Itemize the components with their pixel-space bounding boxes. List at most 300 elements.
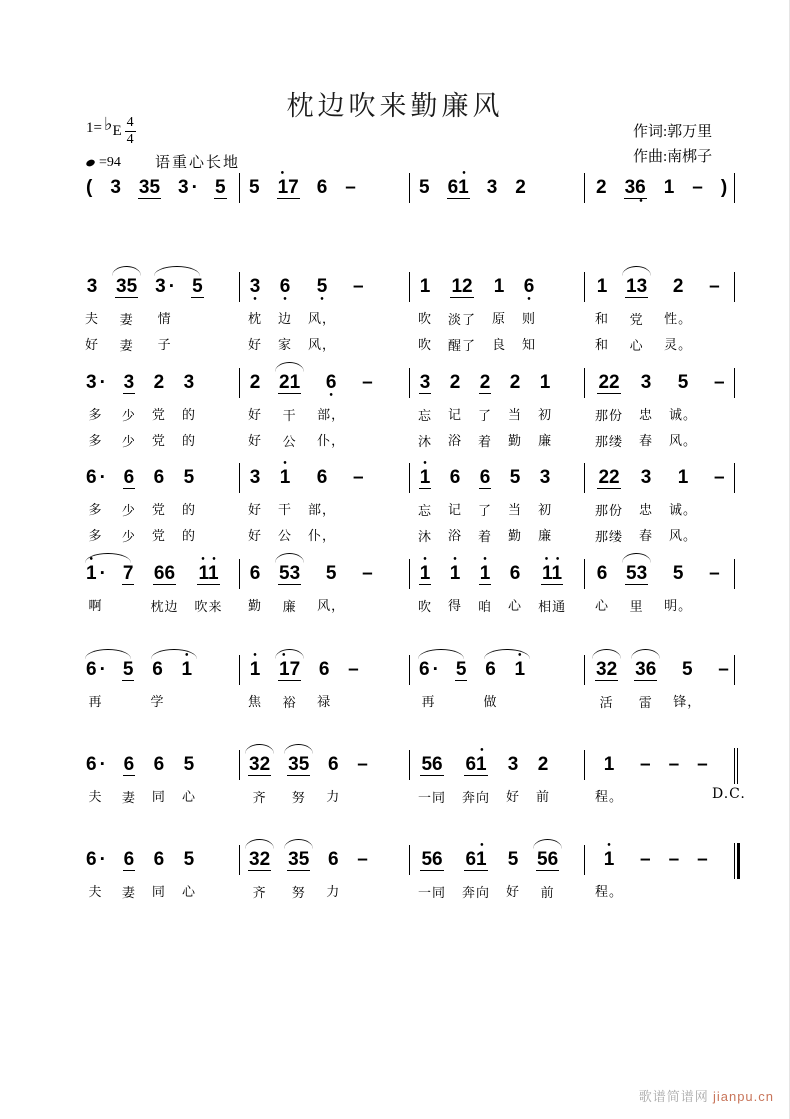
octave-dots-above: •	[185, 650, 189, 661]
octave-dots-below	[197, 585, 219, 592]
octave-dots-above: •	[283, 458, 287, 469]
note-number: 35	[116, 276, 138, 297]
note-token	[418, 748, 446, 809]
note-core	[541, 554, 563, 592]
note-number: (	[86, 177, 93, 198]
lyric-syllable: 原	[492, 310, 507, 326]
note-core	[287, 843, 310, 878]
note-number: –	[714, 372, 725, 393]
note-core	[122, 653, 135, 688]
note-token	[663, 171, 676, 205]
note-number: 6	[86, 754, 97, 775]
slur-arc	[275, 362, 304, 372]
note-number: –	[640, 849, 651, 870]
note-number: 61	[447, 177, 469, 198]
octave-dots-below	[596, 584, 609, 591]
note-core	[316, 461, 329, 495]
lyric-syllable: 明。	[664, 597, 693, 613]
octave-dots-below	[595, 198, 608, 205]
note-token	[182, 366, 196, 452]
note-number: 56	[421, 849, 443, 870]
note-token	[214, 171, 227, 206]
measure	[585, 270, 734, 357]
lyric-syllable: 的	[181, 501, 196, 517]
note-core	[597, 461, 620, 496]
watermark-link[interactable]: jianpu.cn	[712, 1089, 774, 1104]
note-token	[634, 653, 657, 714]
octave-dots-below	[191, 298, 204, 305]
note-token	[595, 366, 623, 453]
lyric-syllable: 党	[151, 406, 166, 422]
octave-dots-above: •	[483, 554, 487, 565]
octave-dots-below	[86, 297, 99, 304]
note-core	[325, 557, 338, 591]
octave-dots-below	[122, 681, 135, 688]
measure	[410, 366, 584, 453]
note-token	[287, 843, 310, 904]
note-core	[449, 461, 462, 495]
note-number: 3	[86, 276, 98, 297]
lyric-syllable: 了	[478, 407, 493, 423]
note-core	[449, 366, 462, 400]
note-core	[418, 653, 439, 687]
octave-dots-below	[509, 393, 522, 400]
octave-dots-below	[316, 198, 329, 205]
octave-dots-above: •	[253, 650, 257, 661]
note-number: 2	[537, 754, 549, 775]
octave-dots-below	[450, 298, 473, 305]
note-core	[181, 650, 194, 687]
note-core	[278, 557, 301, 592]
note-number: 5	[183, 467, 195, 488]
note-core	[85, 461, 106, 495]
note-core	[123, 461, 136, 496]
note-core	[595, 653, 618, 688]
octave-dots-below	[344, 198, 357, 205]
slur-arc	[622, 553, 651, 563]
slur-arc	[284, 839, 313, 849]
octave-dots-above: •	[453, 554, 457, 565]
octave-dots-below	[420, 776, 443, 783]
note-core	[596, 557, 609, 591]
note-token	[478, 366, 492, 453]
note-core	[418, 171, 431, 205]
note-core	[122, 557, 135, 592]
octave-dots-above: •	[89, 554, 94, 565]
octave-dots-below	[327, 775, 340, 782]
note-token	[191, 270, 204, 357]
slur-arc	[112, 266, 141, 276]
note-token	[316, 171, 329, 205]
octave-dots-below	[153, 488, 166, 495]
note-token	[508, 557, 522, 617]
note-number: 6	[316, 177, 328, 198]
note-token	[361, 557, 374, 617]
note-token	[248, 650, 263, 713]
note-token	[85, 653, 106, 713]
note-number: –	[640, 754, 651, 775]
lyric-syllable: 那份	[595, 502, 624, 518]
note-token	[639, 461, 653, 547]
note-number: 36	[635, 659, 657, 680]
measure	[85, 843, 239, 904]
lyric-syllable: 忘	[418, 407, 433, 423]
note-number: 5	[325, 563, 337, 584]
octave-dots-below	[634, 681, 657, 688]
note-number: –	[714, 467, 725, 488]
note-number: 56	[421, 754, 443, 775]
note-core	[677, 461, 690, 495]
note-core	[447, 168, 470, 206]
note-token	[278, 650, 301, 714]
lyric-syllable: 风，	[317, 597, 346, 613]
slur-arc	[245, 839, 274, 849]
lyric-syllable: 诚。	[669, 501, 698, 517]
lyric-syllable: 党	[151, 501, 166, 517]
lyric-syllable: 吹	[418, 336, 433, 352]
lyric-syllable: 奔向	[462, 789, 491, 805]
note-number: 6	[509, 563, 521, 584]
note-number: 1	[539, 372, 551, 393]
note-core	[153, 843, 166, 877]
measure	[85, 270, 239, 357]
note-number: 1	[249, 659, 261, 680]
note-number: 53	[279, 563, 301, 584]
octave-dots-below	[640, 488, 653, 495]
slur-arc	[245, 744, 274, 754]
octave-dots-below	[183, 775, 196, 782]
lyric-syllable: 心	[181, 788, 196, 804]
note-token	[352, 270, 365, 356]
octave-dots-below: •	[639, 196, 643, 207]
note-core	[639, 843, 652, 877]
octave-dots-below	[123, 394, 136, 401]
note-token	[668, 748, 681, 808]
note-number: 66	[153, 563, 176, 584]
note-number: 5	[682, 659, 693, 680]
key-prefix: 1=	[86, 120, 102, 136]
measure	[85, 650, 239, 714]
note-token	[278, 557, 301, 618]
lyric-syllable: 力	[326, 788, 341, 804]
note-core	[249, 461, 262, 495]
octave-dots-below	[249, 488, 262, 495]
lyric-syllable: 里	[629, 598, 644, 614]
note-number: 6	[325, 372, 337, 393]
lyric-syllable: 相通	[538, 598, 567, 614]
note-core	[197, 554, 219, 592]
octave-dots-below	[151, 680, 164, 687]
note-token	[708, 270, 721, 356]
note-token	[418, 554, 433, 618]
lyric-syllable: 子	[157, 336, 172, 352]
octave-dots-below	[514, 198, 527, 205]
note-core	[455, 653, 468, 688]
octave-dots-above: • •	[201, 554, 216, 565]
note-token	[418, 843, 446, 904]
measure	[410, 840, 584, 904]
note-core	[420, 843, 443, 878]
octave-dots-below	[672, 584, 685, 591]
octave-dots-below	[153, 585, 176, 592]
key-letter: E	[112, 123, 122, 139]
octave-dots-below	[507, 775, 520, 782]
lyric-syllable: 灵。	[664, 336, 693, 352]
octave-dots-below	[596, 297, 609, 304]
lyric-syllable: 同	[151, 883, 166, 899]
octave-dots-below	[123, 871, 136, 878]
note-token	[506, 748, 520, 808]
lyric-syllable: 边	[278, 310, 293, 326]
note-number: 1	[603, 849, 615, 870]
note-token	[418, 653, 439, 713]
note-token	[356, 748, 369, 808]
note-number: 6	[279, 276, 291, 297]
note-core	[85, 653, 106, 687]
note-number: 1	[181, 659, 193, 680]
octave-dots-below	[248, 776, 271, 783]
note-number: 6	[123, 467, 135, 488]
octave-dots-below	[668, 775, 681, 782]
octave-dots-below	[681, 680, 694, 687]
octave-dots-below	[214, 199, 227, 206]
note-token	[248, 557, 262, 617]
note-number: 61	[465, 754, 487, 775]
lyric-syllable: 程。	[595, 883, 624, 899]
octave-dots-below	[138, 199, 161, 206]
note-token	[418, 366, 432, 453]
note-token	[85, 366, 106, 452]
note-core	[523, 270, 536, 304]
note-number: 1	[449, 563, 461, 584]
note-number: 3	[155, 276, 166, 297]
note-token	[536, 843, 559, 904]
note-number: 11	[198, 563, 219, 584]
system-row	[85, 270, 735, 357]
note-token	[418, 270, 432, 356]
octave-dots-below	[493, 297, 506, 304]
lyric-syllable: 夫	[85, 310, 100, 326]
measure	[410, 650, 584, 714]
slur-arc	[533, 839, 562, 849]
note-core	[624, 171, 647, 206]
measure	[410, 168, 584, 206]
note-number: –	[668, 849, 680, 870]
note-token	[177, 171, 198, 205]
note-core	[183, 748, 196, 782]
note-token	[326, 748, 340, 808]
note-core	[464, 745, 487, 783]
augmentation-dot: ·	[168, 276, 176, 297]
note-core	[596, 270, 609, 304]
note-token	[109, 171, 122, 205]
octave-dots-below	[597, 489, 620, 496]
lyric-syllable: 奔向	[462, 884, 491, 900]
note-token	[639, 843, 652, 903]
note-core	[153, 557, 176, 592]
slur-arc	[284, 744, 313, 754]
octave-dots-below	[509, 488, 522, 495]
lyric-syllable: 好	[506, 788, 521, 804]
note-number: 32	[249, 849, 271, 870]
note-token	[595, 461, 623, 548]
note-number: 11	[542, 563, 563, 584]
octave-dots-below	[278, 394, 301, 401]
note-core	[668, 748, 681, 782]
note-number: 21	[279, 372, 301, 393]
octave-dots-above: •	[480, 840, 484, 851]
lyric-syllable: 沐	[418, 528, 433, 544]
note-number: 2	[509, 372, 521, 393]
lyric-syllable: 力	[326, 883, 341, 899]
octave-dots-below	[449, 488, 462, 495]
measure	[85, 554, 239, 618]
lyric-syllable: 锋，	[673, 693, 702, 709]
octave-dots-below	[115, 298, 138, 305]
note-core	[249, 557, 262, 591]
note-token	[122, 748, 136, 809]
measure	[240, 458, 409, 547]
slur-arc	[275, 649, 304, 659]
note-core	[123, 366, 136, 401]
note-number: 3	[123, 372, 135, 393]
note-number: –	[709, 276, 720, 297]
lyric-syllable: 浴	[448, 432, 463, 448]
note-token	[462, 840, 491, 904]
octave-dots-below	[183, 488, 196, 495]
note-token	[150, 653, 164, 713]
note-core	[419, 270, 432, 304]
lyric-syllable: 情	[157, 310, 172, 326]
lyric-syllable: 再	[421, 693, 436, 709]
measure	[240, 650, 409, 714]
note-core	[677, 366, 690, 400]
lyric-syllable: 春	[639, 432, 654, 448]
augmentation-dot: ·	[99, 659, 106, 680]
lyric-syllable: 的	[181, 432, 196, 448]
note-core	[86, 270, 99, 304]
note-token	[514, 650, 527, 713]
lyric-syllable: 努	[291, 884, 306, 900]
note-token	[154, 270, 175, 356]
note-token	[696, 843, 709, 903]
octave-dots-below	[153, 870, 166, 877]
lyric-syllable: 好	[248, 406, 263, 422]
lyric-syllable: 努	[291, 789, 306, 805]
octave-dots-below	[249, 680, 262, 687]
lyric-syllable: 记	[448, 406, 463, 422]
note-number: 35	[288, 849, 310, 870]
octave-dots-below	[153, 775, 166, 782]
octave-dots-below	[603, 870, 616, 877]
note-number: 2	[153, 372, 165, 393]
note-number: 32	[596, 659, 618, 680]
note-core	[183, 461, 196, 495]
barline	[734, 272, 735, 302]
time-bottom: 4	[126, 132, 134, 147]
note-number: 1	[419, 467, 431, 488]
octave-dots-above: •	[423, 458, 427, 469]
lyric-syllable: 少	[121, 528, 136, 544]
note-core	[85, 366, 106, 400]
lyric-syllable: 了	[478, 502, 493, 518]
lyric-syllable: 廉	[282, 598, 297, 614]
note-token	[696, 748, 709, 808]
note-token	[152, 366, 166, 452]
octave-dots-below	[595, 681, 618, 688]
augmentation-dot: ·	[99, 754, 106, 775]
lyric-syllable: 多	[88, 527, 103, 543]
note-core	[356, 843, 369, 877]
lyric-syllable: 干	[278, 501, 293, 517]
note-number: 17	[277, 177, 299, 198]
note-number: 6	[596, 563, 608, 584]
lyric-syllable: 少	[121, 433, 136, 449]
note-token	[625, 557, 648, 618]
lyric-syllable: 着	[478, 433, 493, 449]
note-token	[717, 653, 730, 713]
lyric-syllable: 同	[151, 788, 166, 804]
octave-dots-below	[248, 198, 261, 205]
octave-dots-below	[696, 775, 709, 782]
note-token	[673, 653, 701, 713]
note-number: 6	[153, 467, 165, 488]
octave-dots-below	[123, 776, 136, 783]
octave-dots-below	[486, 198, 499, 205]
note-token	[361, 366, 374, 452]
octave-dots-below	[663, 198, 676, 205]
octave-dots-below	[539, 393, 552, 400]
composer-credit: 作曲:南梆子	[633, 149, 713, 165]
note-token	[85, 748, 106, 808]
barline	[734, 655, 735, 685]
lyric-syllable: 齐	[252, 884, 267, 900]
note-core	[278, 650, 301, 688]
octave-dots-below	[539, 488, 552, 495]
octave-dots-below	[677, 488, 690, 495]
octave-dots-below	[720, 198, 728, 205]
measure	[240, 748, 409, 809]
note-number: 13	[626, 276, 648, 297]
note-token	[85, 843, 106, 903]
measure	[585, 171, 734, 206]
lyric-syllable: 好	[85, 336, 100, 352]
octave-dots-below	[418, 198, 431, 205]
lyricist-credit: 作词:郭万里	[633, 124, 713, 140]
note-token	[122, 461, 136, 548]
measure	[585, 461, 734, 548]
note-number: 3	[249, 276, 261, 297]
note-number: 5	[507, 849, 519, 870]
note-number: 3	[640, 372, 652, 393]
note-token	[152, 461, 166, 547]
lyric-syllable: 焦	[248, 693, 263, 709]
note-number: 5	[316, 276, 328, 297]
lyric-syllable: 那份	[595, 407, 624, 423]
lyric-syllable: 啊	[88, 597, 103, 613]
lyric-syllable: 妻	[121, 789, 136, 805]
octave-dots-below	[464, 776, 487, 783]
note-number: 7	[122, 563, 134, 584]
note-core	[537, 748, 550, 782]
note-token	[278, 458, 293, 547]
lyric-syllable: 浴	[448, 527, 463, 543]
note-number: 6	[152, 659, 163, 680]
note-core	[419, 366, 432, 401]
lyric-syllable: 风。	[669, 527, 698, 543]
time-top: 4	[126, 115, 134, 130]
note-token	[278, 270, 292, 356]
